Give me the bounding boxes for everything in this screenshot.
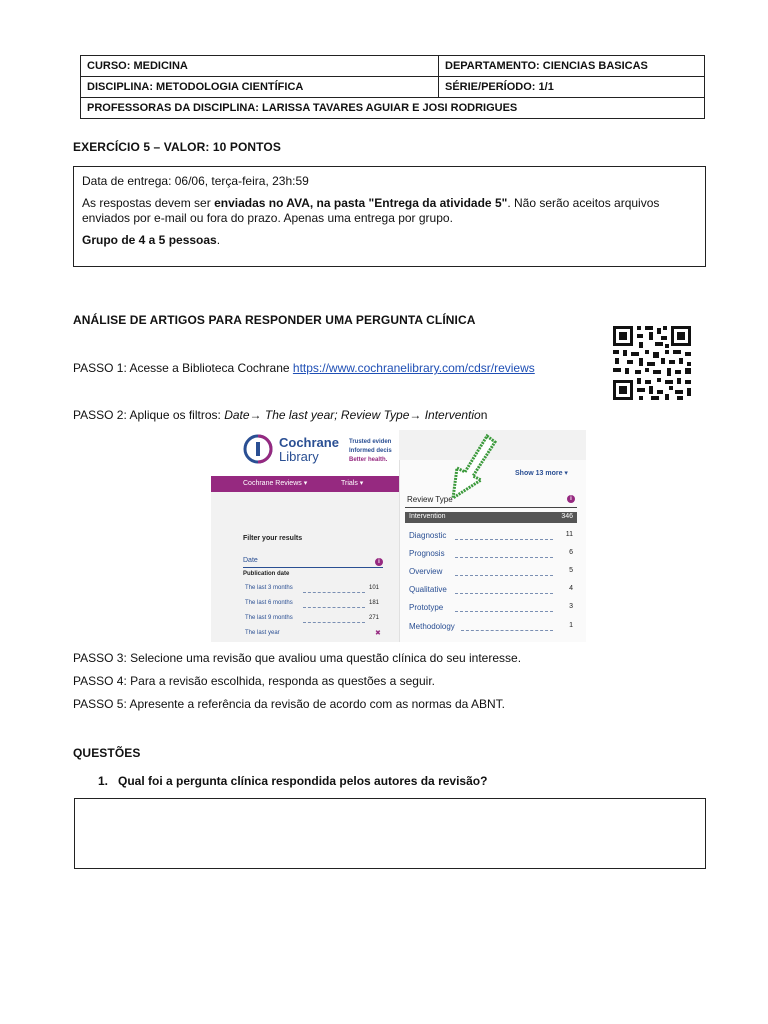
- review-type-leader: [461, 630, 553, 631]
- tagline: [349, 438, 392, 465]
- cochrane-logo-icon: [243, 434, 275, 464]
- review-type-count: 3: [569, 603, 573, 610]
- logo-text-line1: Cochrane: [279, 435, 339, 450]
- nav-trials[interactable]: Trials ▾: [341, 480, 364, 487]
- info-icon[interactable]: i: [375, 558, 383, 566]
- review-type-option[interactable]: Methodology: [409, 622, 455, 631]
- date-option-count: 271: [369, 615, 380, 621]
- analysis-title: ANÁLISE DE ARTIGOS PARA RESPONDER UMA PERGUNTA CLÍNICA: [73, 313, 476, 327]
- review-type-count: 346: [561, 513, 573, 520]
- review-type-option[interactable]: Prognosis: [409, 549, 445, 558]
- review-type-leader: [455, 557, 553, 558]
- tagline-2: Informed decis: [349, 448, 392, 454]
- header-row: [81, 98, 705, 119]
- review-type-count: 5: [569, 567, 573, 574]
- step-2: [73, 408, 487, 422]
- green-arrow-icon: [211, 574, 225, 634]
- review-type-option[interactable]: Prototype: [409, 603, 444, 612]
- logo-text-line2: Library: [279, 449, 319, 464]
- filter-title: Filter your results: [243, 535, 303, 542]
- discipline-cell: DISCIPLINA: METODOLOGIA CIENTÍFICA: [81, 77, 439, 98]
- step-1: [73, 361, 535, 375]
- review-type-leader: [455, 611, 553, 612]
- review-type-option-selected[interactable]: Intervention: [409, 513, 446, 520]
- department-cell: DEPARTAMENTO: CIENCIAS BASICAS: [439, 56, 705, 77]
- submission-rules: [82, 196, 697, 211]
- date-option[interactable]: The last 3 months: [245, 585, 293, 591]
- header-row: [81, 77, 705, 98]
- review-type-option[interactable]: Overview: [409, 567, 443, 576]
- screenshot-right-panel: [399, 430, 586, 642]
- review-type-leader: [455, 539, 553, 540]
- qr-code-icon: [611, 324, 693, 402]
- date-option-leader: [303, 622, 365, 623]
- date-option-count: 181: [369, 600, 380, 606]
- review-type-count: 1: [569, 622, 573, 629]
- date-option[interactable]: The last 6 months: [245, 600, 293, 606]
- period-cell: SÉRIE/PERÍODO: 1/1: [439, 77, 705, 98]
- cochrane-reviews-link[interactable]: https://www.cochranelibrary.com/cdsr/reviews: [292, 361, 535, 375]
- date-option-count: 101: [369, 585, 380, 591]
- step-2-end: n: [480, 408, 488, 422]
- review-type-label: Review Type: [407, 495, 453, 504]
- close-icon[interactable]: ✖: [375, 630, 381, 637]
- submission-text: As respostas devem ser: [82, 196, 215, 210]
- review-type-leader: [455, 593, 553, 594]
- professors-cell: PROFESSORAS DA DISCIPLINA: LARISSA TAVARES AGUIAR E JOSI RODRIGUES: [81, 98, 705, 119]
- deadline-text: Data de entrega: 06/06, terça-feira, 23h:59: [82, 174, 309, 188]
- step-5: PASSO 5: Apresente a referência da revisão de acordo com as normas da ABNT.: [73, 697, 506, 711]
- date-option-selected[interactable]: The last year: [245, 630, 280, 636]
- show-more-button[interactable]: Show 13 more ▾: [515, 470, 568, 477]
- date-filter-label: Date: [243, 557, 258, 564]
- review-type-count: 11: [565, 531, 573, 538]
- date-underline: [243, 567, 383, 568]
- cochrane-filter-screenshot: [211, 430, 586, 642]
- review-type-count: 4: [569, 585, 573, 592]
- answer-box[interactable]: [74, 798, 706, 869]
- review-type-option[interactable]: Qualitative: [409, 585, 447, 594]
- date-option-leader: [303, 607, 365, 608]
- submission-text-end: . Não serão aceitos arquivos: [507, 196, 660, 210]
- step-4: PASSO 4: Para a revisão escolhida, responda as questões a seguir.: [73, 674, 435, 688]
- step-1-text: PASSO 1: Acesse a Biblioteca Cochrane: [73, 361, 293, 375]
- course-header-table: [80, 55, 705, 119]
- info-icon[interactable]: i: [567, 495, 575, 503]
- review-type-underline: [405, 507, 577, 508]
- review-type-leader: [455, 575, 553, 576]
- nav-bar: [211, 476, 399, 492]
- question-1-text: Qual foi a pergunta clínica respondida pelos autores da revisão?: [118, 774, 488, 788]
- questions-title: QUESTÕES: [73, 746, 141, 760]
- review-type-option[interactable]: Diagnostic: [409, 531, 447, 540]
- nav-cochrane-reviews[interactable]: Cochrane Reviews ▾: [243, 480, 308, 487]
- group-size: [82, 233, 697, 248]
- question-1-number: 1.: [98, 774, 109, 788]
- publication-date-label: Publication date: [243, 571, 290, 577]
- step-2-filters: Date→ The last year; Review Type→ Interventio: [224, 408, 481, 422]
- group-size-text: Grupo de 4 a 5 pessoas: [82, 233, 217, 247]
- step-2-text: PASSO 2: Aplique os filtros:: [73, 408, 225, 422]
- exercise-title: EXERCÍCIO 5 – VALOR: 10 PONTOS: [73, 140, 281, 154]
- step-3: PASSO 3: Selecione uma revisão que avaliou uma questão clínica do seu interesse.: [73, 651, 522, 665]
- group-size-period: .: [216, 233, 221, 247]
- date-option[interactable]: The last 9 months: [245, 615, 293, 621]
- green-arrow-icon: [443, 432, 499, 504]
- date-option-leader: [303, 592, 365, 593]
- tagline-1: Trusted eviden: [349, 439, 392, 445]
- submission-folder-text: enviadas no AVA, na pasta "Entrega da atividade 5": [214, 196, 508, 210]
- course-cell: CURSO: MEDICINA: [81, 56, 439, 77]
- submission-rules-line2: enviados por e-mail ou fora do prazo. Apenas uma entrega por grupo.: [82, 211, 453, 225]
- instructions-box: [73, 166, 706, 267]
- screenshot-left-panel: [211, 430, 399, 642]
- tagline-3: Better health.: [349, 457, 388, 463]
- header-row: [81, 56, 705, 77]
- review-type-count: 6: [569, 549, 573, 556]
